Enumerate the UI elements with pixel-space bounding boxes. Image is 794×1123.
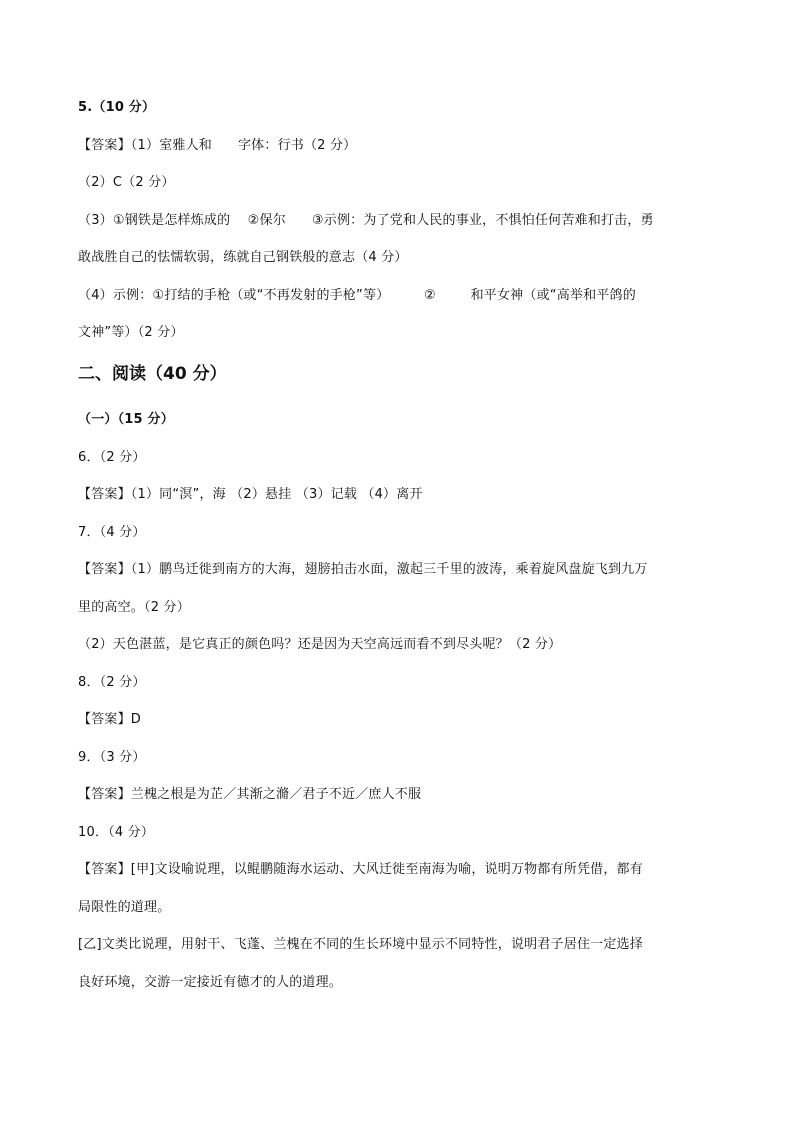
q10-answer-yi-line1: [乙]文类比说理，用射干、飞蓬、兰槐在不同的生长环境中显示不同特性，说明君子居住一定选择: [78, 937, 643, 952]
q7-answer-1-line1: 【答案】（1）鹏鸟迁徙到南方的大海，翅膀拍击水面，激起三千里的波涛，乘着旋风盘旋飞到九万: [78, 562, 648, 577]
q10-answer-jia-line2: 局限性的道理。: [78, 900, 171, 915]
q6-answer: 【答案】（1）同“溟”，海 （2）悬挂 （3）记载 （4）离开: [78, 487, 423, 502]
q5-answer-3-line2: 敢战胜自己的怯懦软弱，练就自己钢铁般的意志（4 分）: [78, 250, 408, 265]
q5-answer-4-line1: （4）示例：①打结的手枪（或“不再发射的手枪”等） ② 和平女神（或“高举和平鸽的: [78, 288, 636, 303]
question-9-heading: 9．（3 分）: [78, 750, 146, 765]
question-5-heading: 5.（10 分）: [78, 100, 156, 115]
q9-answer: 【答案】兰槐之根是为芷／其渐之滫／君子不近／庶人不服: [78, 787, 422, 802]
question-7-heading: 7．（4 分）: [78, 525, 146, 540]
q5-answer-2: （2）C（2 分）: [78, 175, 175, 190]
q8-answer: 【答案】D: [78, 712, 142, 727]
part-one-heading: （一）（15 分）: [78, 412, 174, 427]
question-8-heading: 8．（2 分）: [78, 675, 146, 690]
q5-answer-3-line1: （3）①钢铁是怎样炼成的 ②保尔 ③示例：为了党和人民的事业，不惧怕任何苦难和打击，勇: [78, 213, 654, 228]
question-10-heading: 10．（4 分）: [78, 825, 155, 840]
section-reading-heading: 二、阅读（40 分）: [78, 364, 227, 384]
q10-answer-jia-line1: 【答案】[甲]文设喻说理，以鲲鹏随海水运动、大风迁徙至南海为喻，说明万物都有所凭借，都有: [78, 862, 643, 877]
q5-answer-4-line2: 文神”等）（2 分）: [78, 325, 184, 340]
q5-answer-1: 【答案】（1）室雅人和 字体：行书（2 分）: [78, 138, 357, 153]
q7-answer-2: （2）天色湛蓝，是它真正的颜色吗？还是因为天空高远而看不到尽头呢？（2 分）: [78, 637, 562, 652]
q10-answer-yi-line2: 良好环境，交游一定接近有德才的人的道理。: [78, 975, 343, 990]
question-6-heading: 6．（2 分）: [78, 450, 146, 465]
q7-answer-1-line2: 里的高空。（2 分）: [78, 600, 190, 615]
